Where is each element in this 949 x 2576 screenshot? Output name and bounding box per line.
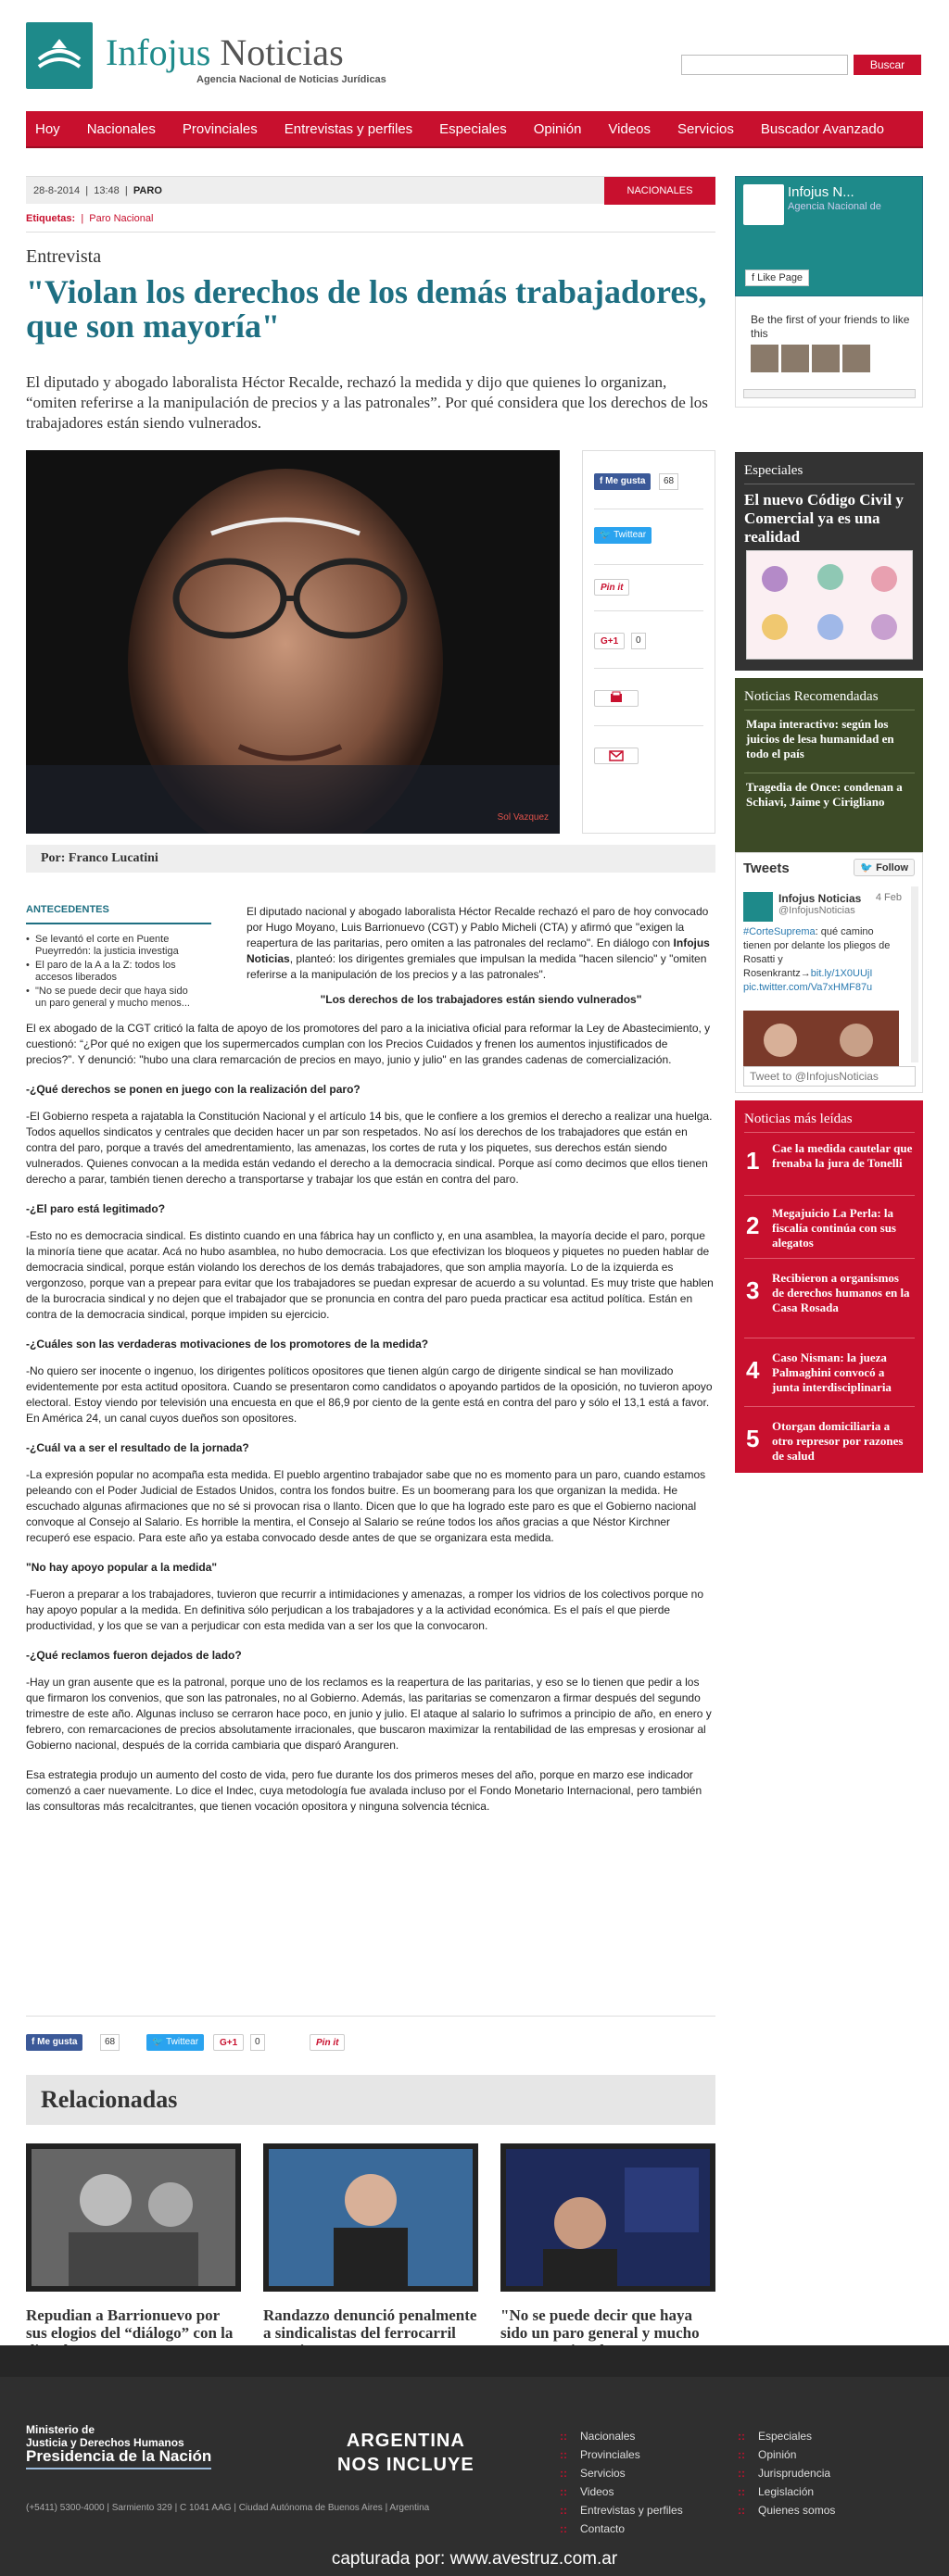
divider <box>594 668 703 669</box>
question: "No hay apoyo popular a la medida" <box>26 1561 218 1574</box>
pinterest-button[interactable]: Pin it <box>310 2034 345 2051</box>
answer: -Fueron a preparar a los trabajadores, tuvieron que recurrir a intimidaciones y amenazas, a romper los vidrios de los colectivos porque no hay apoyo popular a la medida. En definitiva sólo perjudican a los trabajadores y a la actividad económica. Es el país el que pierde productividad, y los que se van a perjudicar con esta medida van a ser los que la convocaron. <box>26 1588 704 1632</box>
nav-item-buscador[interactable]: Buscador Avanzado <box>760 120 885 137</box>
tweet-label: Twittear <box>166 2037 199 2047</box>
hashtag-link[interactable]: #CorteSuprema <box>743 926 816 937</box>
like-page-label: Like Page <box>757 272 803 283</box>
antecedentes-heading: ANTECEDENTES <box>26 904 211 924</box>
avatar[interactable] <box>751 345 778 372</box>
tweet-link[interactable]: bit.ly/1X0UUjI pic.twitter.com/Va7xHMF87u <box>743 968 873 993</box>
question: -¿Cuáles son las verdaderas motivaciones de los promotores de la medida? <box>26 1338 429 1351</box>
question: -¿Qué reclamos fueron dejados de lado? <box>26 1649 242 1662</box>
footer-link[interactable]: :: Entrevistas y perfiles <box>560 2501 683 2519</box>
google-plus-count: 0 <box>631 633 646 649</box>
footer-link[interactable]: :: Opinión <box>738 2445 835 2464</box>
tweet-date[interactable]: 4 Feb <box>875 892 902 903</box>
related-heading: Relacionadas <box>26 2075 715 2125</box>
recomendada-link[interactable]: Tragedia de Once: condenan a Schiavi, Jaime y Cirigliano <box>746 780 903 809</box>
related-photo <box>32 2149 235 2286</box>
article-place: PARO <box>133 185 162 196</box>
tweet-button[interactable] <box>594 527 652 544</box>
recomendada-link[interactable]: Mapa interactivo: según los juicios de lesa humanidad en todo el país <box>746 717 894 760</box>
article-subhead: "Los derechos de los trabajadores están siendo vulnerados" <box>320 993 642 1006</box>
article-photo <box>26 450 560 834</box>
facebook-icon: f <box>752 272 758 283</box>
related-thumbnail[interactable] <box>26 2143 241 2292</box>
mas-leida-link[interactable]: Megajuicio La Perla: la fiscalía continúa con sus alegatos <box>772 1206 896 1250</box>
article-byline: Por: Franco Lucatini <box>26 845 715 873</box>
search-button[interactable]: Buscar <box>854 55 921 75</box>
question: -¿Qué derechos se ponen en juego con la realización del paro? <box>26 1083 361 1096</box>
share-bar-bottom <box>26 2034 715 2056</box>
print-button[interactable] <box>594 690 639 707</box>
facebook-like-button[interactable] <box>26 2034 82 2051</box>
intro-text: El diputado nacional y abogado laboralista Héctor Recalde rechazó el paro de hoy convocado por Hugo Moyano, Luis Barrionuevo (CGT) y Pablo Micheli (CTA) y afirmó que "exigen la reapertura de las paritarias, pero omiten a las patronales del reclamo". En diálogo con <box>247 905 709 949</box>
facebook-friends-text: Be the first of your friends to like this <box>751 313 910 340</box>
article-time: 13:48 <box>94 185 120 196</box>
question: -¿El paro está legitimado? <box>26 1202 166 1215</box>
facebook-like-button[interactable] <box>594 473 651 490</box>
google-plus-count: 0 <box>250 2034 265 2051</box>
tags-row <box>26 213 153 224</box>
related-item[interactable] <box>26 2143 241 2359</box>
nav-item-entrevistas[interactable]: Entrevistas y perfiles <box>284 120 413 137</box>
infojus-page-icon <box>743 184 784 225</box>
footer-links-a <box>560 2427 683 2538</box>
divider <box>594 564 703 565</box>
argentina-line: NOS INCLUYE <box>337 2455 474 2475</box>
related-item[interactable] <box>500 2143 715 2359</box>
related-photo <box>269 2149 473 2286</box>
facebook-like-count: 68 <box>100 2034 120 2051</box>
email-button[interactable] <box>594 748 639 764</box>
nav-item-provinciales[interactable]: Provinciales <box>182 120 258 137</box>
nav-item-hoy[interactable]: Hoy <box>35 120 60 137</box>
antecedentes-box <box>26 904 211 1012</box>
nav-item-opinion[interactable]: Opinión <box>533 120 582 137</box>
facebook-like-page-button[interactable] <box>745 270 809 286</box>
rank-number: 3 <box>746 1276 760 1304</box>
twitter-follow-button[interactable] <box>854 859 915 876</box>
meta-separator: | <box>85 185 89 196</box>
intro-brand: Infojus Noticias <box>247 936 710 965</box>
pinterest-button[interactable]: Pin it <box>594 579 629 596</box>
answer: -No quiero ser inocente o ingenuo, los dirigentes políticos opositores que tienen algún cargo de dirigente sindical se han movilizado evidentemente por esta actitud opositora. Cuando se presentaron como candidatos o apoyando partidos de la oposición, no tuvieron apoyo electoral. Estoy viendo por televisión una encuesta en que el 86,9 por ciento de la gente está en contra del paro y sólo el 13,1 está a favor. En América 24, un canal cuyos dueños son opositores. <box>26 1364 713 1425</box>
article-body <box>26 1021 715 1828</box>
site-logo[interactable] <box>26 22 93 89</box>
presidencia-label: Presidencia de la Nación <box>26 2447 211 2469</box>
footer-link[interactable]: :: Especiales <box>738 2427 835 2445</box>
antecedente-link[interactable]: • El paro de la A a la Z: todos los accesos liberados <box>26 960 193 984</box>
argentina-logo[interactable] <box>337 2429 474 2477</box>
antecedente-link[interactable]: • Se levantó el corte en Puente Pueyrredón: la justicia investiga <box>26 934 193 958</box>
capture-watermark: capturada por: www.avestruz.com.ar <box>331 2549 618 2569</box>
answer: -La expresión popular no acompaña esta medida. El pueblo argentino trabajador sabe que no es momento para un paro, cuando estamos peleando con el Poder Judicial de Estados Unidos, contra los fondos buitre. Es un boomerang para los que organizan la medida. He escuchado algunas afirmaciones que no sé si provocan risa o llanto. Dicen que lo que ha logrado este paro es que el Gobierno nacional convoque al Consejo al Salario. Es horrible la mentira, el Consejo al Salario se reúne todos los años gracias a que Néstor Kirchner recuperó ese espacio. Para este año ya estaba convocado desde antes de que se organizara esta medida. <box>26 1468 706 1544</box>
mas-leida-link[interactable]: Caso Nisman: la jueza Palmaghini convocó a junta interdisciplinaria <box>772 1351 892 1394</box>
tweet-image[interactable] <box>743 1011 899 1066</box>
paragraph: El ex abogado de la CGT criticó la falta de apoyo de los promotores del paro a la iniciativa oficial para reformar la Ley de Abastecimiento, y cuestionó: “¿Por qué no exigen que los supermercados cumplan con los Precios Cuidados y frenen los aumentos injustificados de precios?”. Y denunció: "hubo una clara remarcación de precios en mayo, junio y julio" en las grandes cadenas de comercialización. <box>26 1022 711 1066</box>
nav-item-videos[interactable]: Videos <box>608 120 652 137</box>
tweet-button[interactable] <box>146 2034 204 2051</box>
article-meta-bar <box>26 176 715 204</box>
facebook-page-sub: Agencia Nacional de <box>788 201 881 212</box>
rank-number: 2 <box>746 1212 760 1239</box>
divider <box>594 610 703 611</box>
meta-separator: | <box>81 213 84 224</box>
twitter-bird-icon: 🐦 <box>152 2037 167 2047</box>
tags-label: Etiquetas: <box>26 213 76 224</box>
google-plus-button[interactable]: G+1 <box>213 2034 244 2051</box>
share-column <box>582 450 715 834</box>
twitter-widget <box>735 852 923 1093</box>
answer: -Hay un gran ausente que es la patronal, porque uno de los reclamos es la reapertura de las paritarias, y eso se lo tienen que pedir a los que firmaron los convenios, que son las patronales, no al Gobierno. Además, las paritarias se comenzaron a firmar después del segundo trimestre de este año. Algunas incluso se cerraron hace poco, en junio y julio. El ataque al salario lo sufrimos a principio de año, en enero y febrero, con remarcaciones de precios absolutamente irracionales, que buscaron maximizar la rentabilidad de las empresas y erosionar al Gobierno nacional, después de la corrida cambiaria que disparó Aranguren. <box>26 1676 712 1752</box>
article-date: 28-8-2014 <box>33 185 81 196</box>
divider <box>744 1132 915 1133</box>
nav-item-servicios[interactable]: Servicios <box>677 120 734 137</box>
related-thumbnail[interactable] <box>500 2143 715 2292</box>
mas-leidas-heading: Noticias más leídas <box>744 1112 853 1126</box>
search-input[interactable] <box>681 55 848 75</box>
rank-number: 4 <box>746 1356 760 1384</box>
divider <box>744 1195 915 1196</box>
follow-label: Follow <box>876 862 908 873</box>
footer-link[interactable]: :: Servicios <box>560 2464 683 2482</box>
especiales-heading: Especiales <box>744 463 803 478</box>
article-intro <box>247 904 715 1008</box>
ministry-line: Ministerio de <box>26 2423 95 2436</box>
facebook-icon: f <box>32 2037 38 2047</box>
footer-link[interactable]: :: Jurisprudencia <box>738 2464 835 2482</box>
site-subtitle: Agencia Nacional de Noticias Jurídicas <box>196 74 386 85</box>
mas-leida-link[interactable]: Cae la medida cautelar que frenaba la jura de Tonelli <box>772 1141 913 1170</box>
related-photo <box>506 2149 710 2286</box>
tweet-handle[interactable]: @InfojusNoticias <box>778 905 855 916</box>
footer-address: (+5411) 5300-4000 | Sarmiento 329 | C 1041 AAG | Ciudad Autónoma de Buenos Aires | Argentina <box>26 2503 430 2513</box>
site-footer <box>0 2345 949 2576</box>
tag-link[interactable]: Paro Nacional <box>89 213 154 224</box>
article-datetime <box>33 185 162 196</box>
tweets-heading: Tweets <box>743 861 790 876</box>
vertical-scrollbar[interactable] <box>911 886 918 1062</box>
mas-leida-link[interactable]: Otorgan domiciliaria a otro represor por razones de salud <box>772 1419 904 1463</box>
divider <box>744 1258 915 1259</box>
especiales-title[interactable]: El nuevo Código Civil y Comercial ya es una realidad <box>744 491 904 546</box>
related-title[interactable]: Randazzo denunció penalmente a sindicalistas del ferrocarril <box>263 2306 477 2342</box>
site-header <box>26 22 923 93</box>
tweet-author[interactable]: Infojus Noticias <box>778 892 862 905</box>
tweet-to-input[interactable]: Tweet to @InfojusNoticias <box>743 1066 916 1087</box>
avatar[interactable] <box>781 345 809 372</box>
printer-icon <box>595 691 638 706</box>
footer-link[interactable]: :: Nacionales <box>560 2427 683 2445</box>
avatar[interactable] <box>842 345 870 372</box>
nav-item-nacionales[interactable]: Nacionales <box>86 120 156 137</box>
article-title: "Violan los derechos de los demás trabajadores, que son mayoría" <box>26 273 707 345</box>
rank-number: 1 <box>746 1147 760 1175</box>
brand-noticias: Noticias <box>220 31 344 73</box>
site-brand[interactable] <box>106 33 344 72</box>
related-thumbnail[interactable] <box>263 2143 478 2292</box>
divider <box>26 2016 715 2017</box>
section-badge[interactable]: NACIONALES <box>604 177 715 205</box>
book-logo-icon <box>35 31 83 80</box>
divider <box>744 1406 915 1407</box>
footer-link[interactable]: :: Videos <box>560 2482 683 2501</box>
meta-separator: | <box>124 185 128 196</box>
google-plus-button[interactable]: G+1 <box>594 633 625 649</box>
divider <box>594 725 703 726</box>
illustration-image <box>747 551 912 659</box>
tweet-avatar[interactable] <box>743 892 773 922</box>
portrait-image <box>26 450 560 834</box>
horizontal-scrollbar[interactable] <box>743 389 916 398</box>
facebook-page-widget[interactable] <box>735 176 923 296</box>
envelope-icon <box>595 748 638 763</box>
photo-credit: Sol Vazquez <box>497 812 549 823</box>
intro-text: , planteó: los dirigentes gremiales que impulsan la medida "hacen silencio" y "omiten referirse a la manipulación de los precios y a las patronales". <box>247 952 707 981</box>
footer-top-band <box>0 2345 949 2377</box>
facebook-page-name[interactable]: Infojus N... <box>788 184 854 200</box>
mas-leidas-box <box>735 1100 923 1473</box>
friend-avatars <box>751 345 870 372</box>
argentina-line: ARGENTINA <box>346 2431 465 2451</box>
main-nav <box>26 111 923 148</box>
facebook-like-label: Me gusta <box>37 2037 78 2047</box>
related-title[interactable]: "No se puede decir que haya sido un paro general y mucho <box>500 2306 700 2342</box>
recomendadas-heading: Noticias Recomendadas <box>744 689 879 704</box>
facebook-icon: f <box>600 476 606 486</box>
antecedente-link[interactable]: • "No se puede decir que haya sido un paro general y mucho menos... <box>26 986 193 1010</box>
twitter-bird-icon: 🐦 <box>600 530 614 540</box>
answer: -Esto no es democracia sindical. Es distinto cuando en una fábrica hay un conflicto y, en una asamblea, la mayoría decide el paro, porque la minoría tiene que acatar. Acá no hubo asamblea, no hubo democracia. Los que efectivizan los bloqueos y piquetes no pueden hablar de democracia sindical, porque están violando los derechos de los demás trabajadores, que son amplia mayoría. Lo de la izquierda es vergonzoso, porque van a prepear para evitar que los trabajadores se puedan expresar de acuerdo a su voluntad. Es muy triste que hablen de la burocracia sindical y no dejen que el trabajador que se pronuncia en contra del paro pueda practicar esa actitud política. Están en contra de la democracia sindical, porque impiden su ejercicio. <box>26 1229 714 1321</box>
especiales-box <box>735 452 923 671</box>
twitter-bird-icon: 🐦 <box>860 862 877 873</box>
avatar[interactable] <box>812 345 840 372</box>
answer: -El Gobierno respeta a rajatabla la Constitución Nacional y el artículo 14 bis, que le confiere a los gremios el derecho a realizar una huelga. Todos aquellos sindicatos y centrales que deciden hacer un par son respetados. No así los derechos de los trabajadores que están en contra del paro, porque a través del amedrentamiento, las amenazas, los cortes de ruta y los piquetes, sus derechos están siendo vulnerados. Quienes convocan a la medida están vedando el derecho a la democracia sindical. Porque así como decimos que ellos tienen derecho a parar, también tienen derecho a transportarse y trabajar los que están en contra del paro. <box>26 1110 713 1186</box>
related-item[interactable] <box>263 2143 478 2359</box>
question: -¿Cuál va a ser el resultado de la jornada? <box>26 1441 249 1454</box>
ministry-name[interactable] <box>26 2423 184 2449</box>
facebook-like-count: 68 <box>659 473 678 490</box>
mas-leida-link[interactable]: Recibieron a organismos de derechos humanos en la Casa Rosada <box>772 1271 910 1314</box>
footer-link[interactable]: :: Legislación <box>738 2482 835 2501</box>
tweet-label: Twittear <box>614 530 647 540</box>
facebook-like-label: Me gusta <box>605 476 646 486</box>
footer-link[interactable]: :: Quienes somos <box>738 2501 835 2519</box>
footer-link[interactable]: :: Contacto <box>560 2519 683 2538</box>
brand-infojus: Infojus <box>106 31 211 73</box>
related-title[interactable]: Repudian a Barrionuevo por sus elogios del “diálogo” con la <box>26 2306 234 2342</box>
footer-link[interactable]: :: Provinciales <box>560 2445 683 2464</box>
tweet-photo <box>743 1011 899 1066</box>
nav-item-especiales[interactable]: Especiales <box>439 120 507 137</box>
article-lead: El diputado y abogado laboralista Héctor Recalde, rechazó la medida y dijo que quienes lo organizan, “omiten referirse a la manipulación de precios y a las patronales”. Por qué considera que los derechos de los trabajadores están siendo vulnerados. <box>26 373 708 432</box>
tweet-body: : qué camino tienen por delante los pliegos de Rosatti y Rosenkrantz <box>743 926 891 979</box>
article-kicker: Entrevista <box>26 246 102 267</box>
paragraph: Esa estrategia produjo un aumento del costo de vida, pero fue durante los dos primeros meses del año, porque en marzo ese indicador comenzó a caer nuevamente. Lo dice el Indec, cuya metodología fue avalada incluso por el Fondo Monetario Internacional, pero también las consultoras más recalcitrantes, que tienen vocación opositora y ninguna solvencia técnica. <box>26 1768 702 1813</box>
especiales-image[interactable] <box>746 550 913 660</box>
footer-links-b <box>738 2427 835 2519</box>
rank-number: 5 <box>746 1425 760 1452</box>
facebook-friends-box <box>735 296 923 408</box>
ministry-line: Justicia y Derechos Humanos <box>26 2436 184 2449</box>
tweet-text: #CorteSuprema: qué camino tienen por delante los pliegos de Rosatti y Rosenkrantz→bit.ly/1X0UUjI pic.twitter.com/Va7xHMF87u <box>743 926 891 993</box>
